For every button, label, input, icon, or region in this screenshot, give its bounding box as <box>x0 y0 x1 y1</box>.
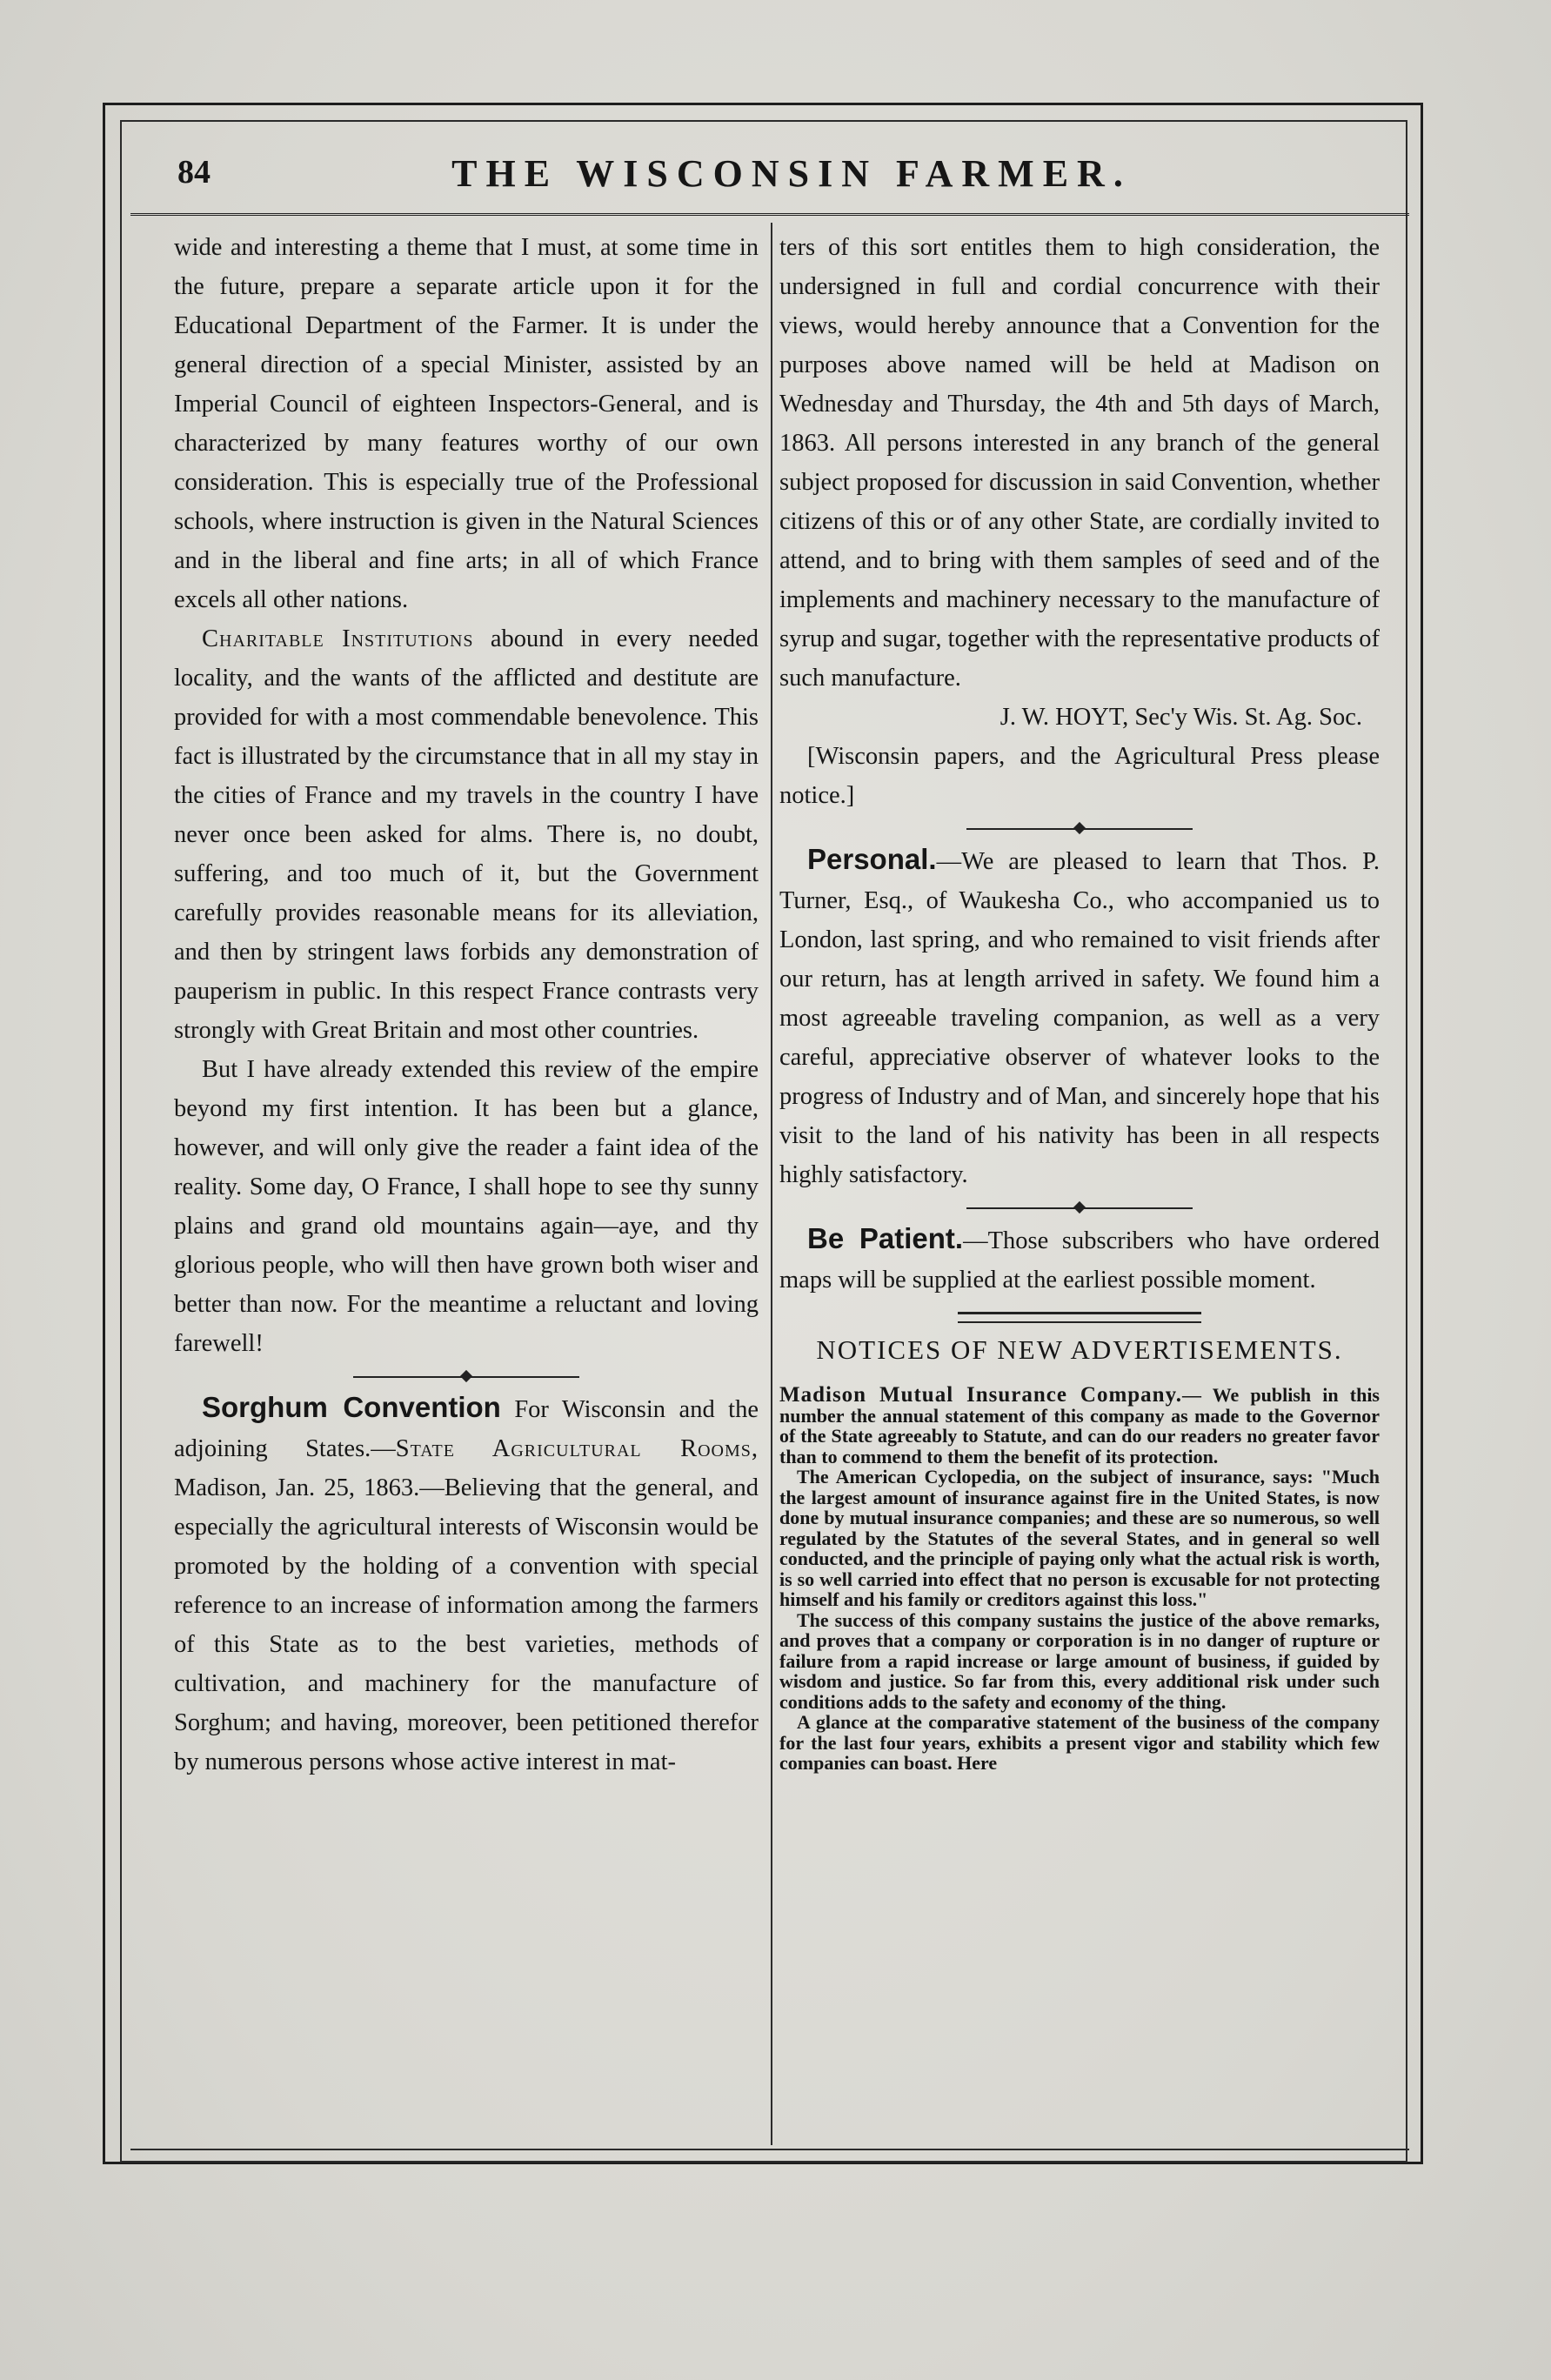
patient-text: —Those subscribers who have ordered maps will be supplied at the earliest possible moment. <box>779 1227 1380 1294</box>
section-separator <box>966 1201 1193 1215</box>
insurance-notice <box>779 1385 1380 1774</box>
sorghum-place: State Agricultural Rooms, <box>395 1435 759 1462</box>
double-rule <box>958 1312 1201 1323</box>
sorghum-text: Madison, Jan. 25, 1863.—Believing that the general, and especially the agricultural interests of Wisconsin would be promoted by the holding of a convention with special reference to an increase of information among the farmers of this State as to the best varieties, methods of cultivation, and machinery for the manufacture of Sorghum; and having, moreover, been petitioned therefor by numerous persons whose active interest in mat- <box>174 1474 759 1775</box>
section-separator <box>353 1370 579 1384</box>
charitable-lead: Charitable Institutions <box>202 625 474 652</box>
press-note: [Wisconsin papers, and the Agricultural Press please notice.] <box>779 743 1380 809</box>
page-header <box>139 148 1392 209</box>
sorghum-lead: For Wisconsin and the adjoining States.— <box>174 1396 759 1462</box>
left-column <box>174 228 759 1782</box>
paragraph-education: wide and interesting a theme that I must, at some time in the future, prepare a separate article upon it for the Educational Department of the Farmer. It is under the general direction of a special Minister, assisted by an Imperial Council of eighteen Inspectors-General, and is characterized by many features worthy of our own consideration. This is especially true of the Professional schools, where instruction is given in the Natural Sciences and in the liberal and fine arts; in all of which France excels all other nations. <box>174 234 759 613</box>
header-rule <box>130 213 1409 216</box>
notice-paragraph: A glance at the comparative statement of the business of the company for the last four years, exhibits a present vigor and stability which few companies can boast. Here <box>779 1711 1380 1774</box>
notice-paragraph: The American Cyclopedia, on the subject of insurance, says: "Much the largest amount of insurance against fire in the United States, is now done by mutual insurance companies; and these are so numerous, so well regulated by the Statutes of the several States, and in general so well conducted, and the principle of paying only what the actual risk is worth, is so well carried into effect that no person is excusable for not protecting himself and his family or creditors against this loss." <box>779 1466 1380 1610</box>
personal-headline: Personal. <box>807 843 937 875</box>
footer-rule <box>130 2149 1409 2150</box>
right-column <box>779 228 1380 1774</box>
notices-title: NOTICES OF NEW ADVERTISEMENTS. <box>816 1334 1343 1365</box>
paragraph-sorghum <box>174 1387 759 1782</box>
paragraph-farewell: But I have already extended this review of the empire beyond my first intention. It has been but a glance, however, and will only give the reader a faint idea of the reality. Some day, O France, I shall hope to see thy sunny plains and grand old mountains again—aye, and thy glorious people, who will then have grown both wiser and better than now. For the meantime a reluctant and loving farewell! <box>174 1056 759 1357</box>
sorghum-headline: Sorghum Convention <box>202 1391 501 1423</box>
patient-headline: Be Patient. <box>807 1222 964 1254</box>
notice-paragraph <box>779 1385 1380 1467</box>
personal-text: —We are pleased to learn that Thos. P. Turner, Esq., of Waukesha Co., who accompanied us to London, last spring, and who remained to visit friends after our return, has at length arrived in safety. We found him a most agreeable traveling companion, as well as a very careful, appreciative observer of whatever looks to the progress of Industry and of Man, and sincerely hope that his visit to the land of his nativity has been in all respects highly satisfactory. <box>779 848 1380 1188</box>
notice-text: — We publish in this number the annual statement of this company as made to the Governor of the State agreeably to Statute, and can do our readers no greater favor than to commend to them the benefit of its protection. <box>779 1384 1380 1467</box>
paragraph-convention: ters of this sort entitles them to high consideration, the undersigned in full and cordial concurrence with their views, would hereby announce that a Convention for the purposes above named will be held at Madison on Wednesday and Thursday, the 4th and 5th days of March, 1863. All persons interested in any branch of the general subject proposed for discussion in said Convention, whether citizens of this or of any other State, are cordially invited to attend, and to bring with them samples of seed and of the implements and machinery necessary to the manufacture of syrup and sugar, together with the representative products of such manufacture. <box>779 234 1380 692</box>
section-separator <box>966 822 1193 836</box>
paragraph-personal <box>779 839 1380 1194</box>
paragraph-patient <box>779 1219 1380 1300</box>
paragraph-charitable <box>174 619 759 1050</box>
notice-headline: Madison Mutual Insurance Company. <box>779 1383 1182 1407</box>
charitable-text: abound in every needed locality, and the wants of the afflicted and destitute are provided for with a most commendable benevolence. This fact is illustrated by the circumstance that in all my stay in the cities of France and my travels in the country I have never once been asked for alms. There is, no doubt, suffering, and too much of it, but the Government carefully provides reasonable means for its alleviation, and then by stringent laws forbids any demonstration of pauperism in public. In this respect France contrasts very strongly with Great Britain and most other countries. <box>174 625 759 1044</box>
notice-paragraph: The success of this company sustains the justice of the above remarks, and proves that a company or corporation is in no danger of rupture or failure from a rapid increase or large amount of business, if guided by wisdom and justice. So far from this, every additional risk under such conditions adds to the safety and economy of the thing. <box>779 1608 1380 1713</box>
running-title: THE WISCONSIN FARMER. <box>451 152 1132 195</box>
column-divider <box>771 223 772 2145</box>
signature: J. W. HOYT, Sec'y Wis. St. Ag. Soc. <box>999 704 1362 731</box>
page-number: 84 <box>177 154 211 191</box>
